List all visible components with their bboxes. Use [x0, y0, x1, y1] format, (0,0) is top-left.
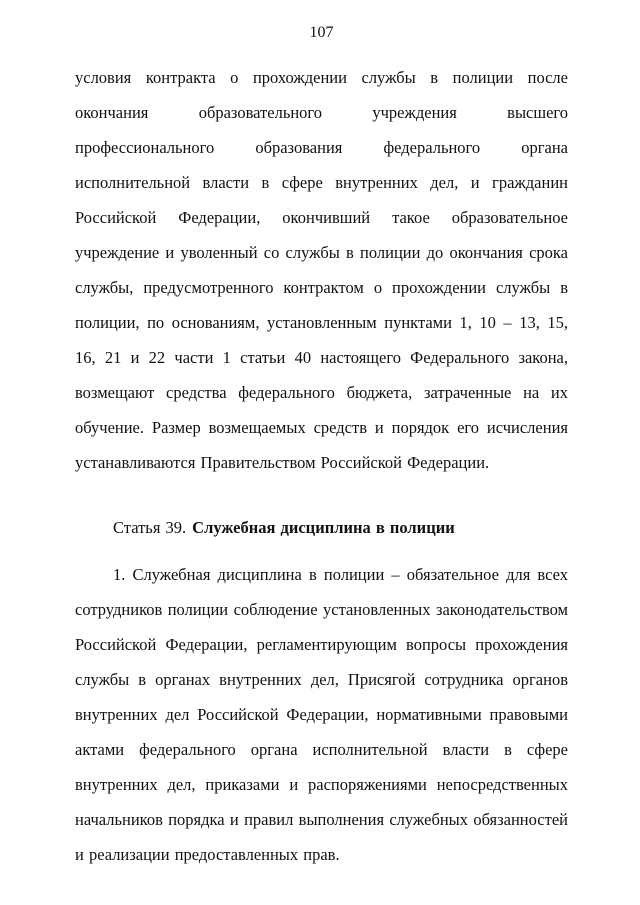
article-heading-prefix: Статья 39.	[113, 518, 187, 537]
article-heading	[75, 510, 568, 545]
paragraph-continuation: условия контракта о прохождении службы в полиции после окончания образовательного учреждения высшего профессионального образования федерального органа исполнительной власти в сфере внутренних дел, и гражданин Российской Федерации, окончивший такое образовательное учреждение и уволенный со службы в полиции до окончания срока службы, предусмотренного контрактом о прохождении службы в полиции, по основаниям, установленным пунктами 1, 10 – 13, 15, 16, 21 и 22 части 1 статьи 40 настоящего Федерального закона, возмещают средства федерального бюджета, затраченные на их обучение. Размер возмещаемых средств и порядок его исчисления устанавливаются Правительством Российской Федерации.	[75, 68, 568, 472]
article-heading-title: Служебная дисциплина в полиции	[192, 518, 455, 537]
paragraph-1: 1. Служебная дисциплина в полиции – обязательное для всех сотрудников полиции соблюдение установленных законодательством Российской Федерации, регламентирующим вопросы прохождения службы в органах внутренних дел, Присягой сотрудника органов внутренних дел Российской Федерации, нормативными правовыми актами федерального органа исполнительной власти в сфере внутренних дел, приказами и распоряжениями непосредственных начальников порядка и правил выполнения служебных обязанностей и реализации предоставленных прав.	[75, 565, 568, 864]
page-number: 107	[309, 24, 334, 41]
